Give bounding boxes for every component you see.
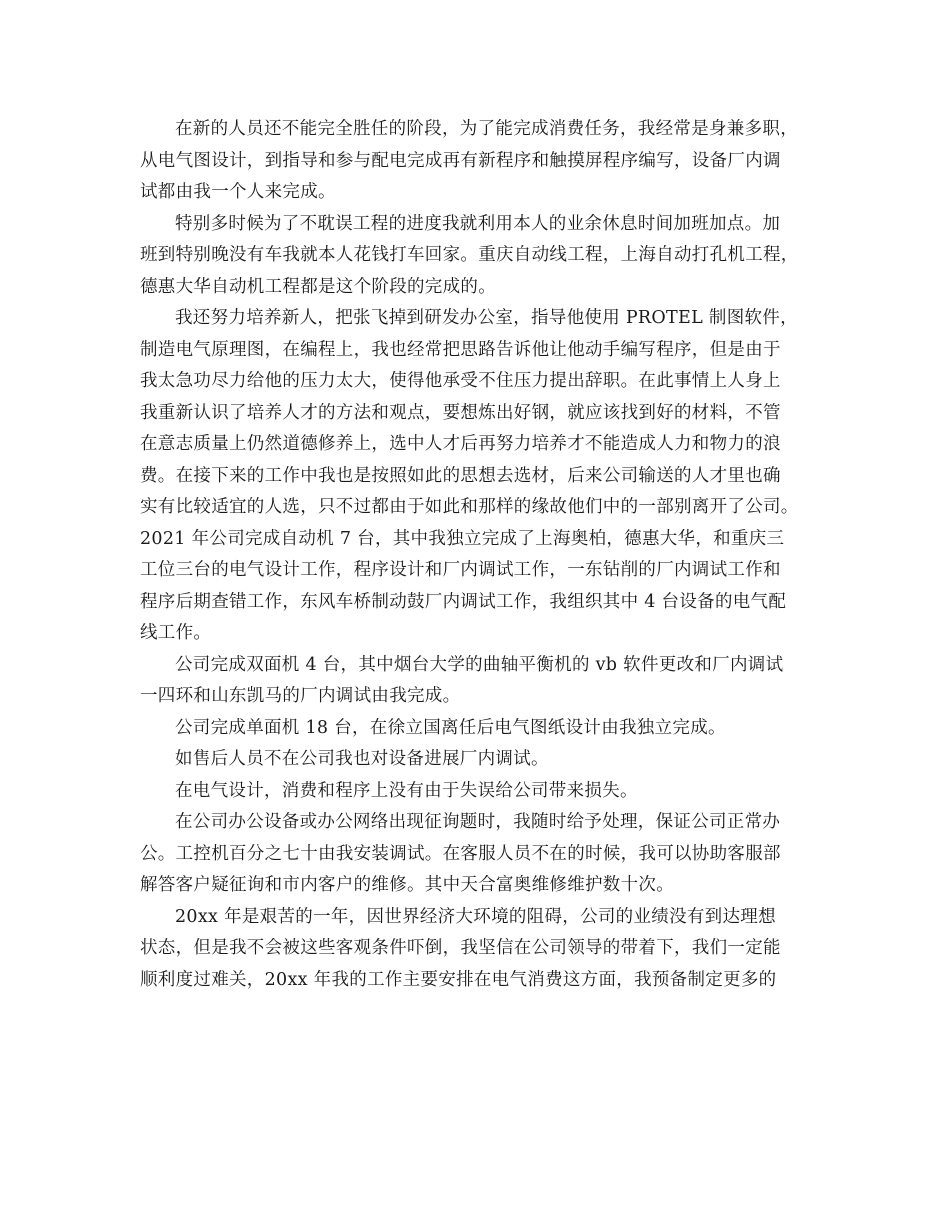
text-line: 在电气设计，消费和程序上没有由于失误给公司带来损失。 — [175, 780, 638, 801]
text-line: 如售后人员不在公司我也对设备进展厂内调试。 — [175, 749, 549, 769]
text-line: 公司完成单面机 18 台，在徐立国离任后电气图纸设计由我独立完成。 — [175, 717, 726, 738]
text-line: 解答客户疑征询和市内客户的维修。其中天合富奥维修维护数十次。 — [140, 875, 674, 895]
text-line: 2021 年公司完成自动机 7 台，其中我独立完成了上海奥柏，德惠大华，和重庆三 — [140, 528, 785, 549]
text-line: 线工作。 — [140, 623, 212, 643]
paragraph-overtime-multitasking — [140, 114, 830, 209]
text-line: 我太急功尽力给他的压力太大，使得他承受不住压力提出辞职。在此事情上人身上 — [140, 371, 781, 391]
text-line: 状态，但是我不会被这些客观条件吓倒，我坚信在公司领导的带着下，我们一定能 — [140, 938, 781, 958]
text-line: 德惠大华自动机工程都是这个阶段的完成的。 — [140, 276, 496, 297]
text-line: 工位三台的电气设计工作，程序设计和厂内调试工作，一东钻削的厂内调试工作和 — [140, 560, 781, 580]
paragraph-overtime-projects — [140, 209, 830, 304]
document-page — [140, 114, 830, 996]
text-line: 费。在接下来的工作中我也是按照如此的思想去选材，后来公司输送的人才里也确 — [140, 465, 781, 486]
text-line: 顺利度过难关，20xx 年我的工作主要安排在电气消费这方面，我预备制定更多的 — [140, 969, 777, 990]
paragraph-office-support — [140, 807, 830, 902]
paragraph-no-losses — [140, 776, 830, 808]
paragraph-after-sales — [140, 744, 830, 776]
paragraph-single-sided-machines — [140, 713, 830, 745]
paragraph-next-year-plan — [140, 902, 830, 997]
text-line: 在公司办公设备或办公网络出现征询题时，我随时给予处理，保证公司正常办 — [175, 812, 781, 832]
text-line: 公司完成双面机 4 台，其中烟台大学的曲轴平衡机的 vb 软件更改和厂内调试 — [175, 654, 784, 675]
text-line: 制造电气原理图，在编程上，我也经常把思路告诉他让他动手编写程序，但是由于 — [140, 339, 781, 360]
text-line: 公。工控机百分之七十由我安装调试。在客服人员不在的时候，我可以协助客服部 — [140, 843, 781, 864]
paragraph-training-new-staff — [140, 303, 830, 650]
text-line: 我重新认识了培养人才的方法和观点，要想炼出好钢，就应该找到好的材料，不管 — [140, 402, 781, 423]
text-line: 程序后期查错工作，东风车桥制动鼓厂内调试工作，我组织其中 4 台设备的电气配 — [140, 591, 787, 612]
text-line: 试都由我一个人来完成。 — [140, 182, 336, 202]
text-line: 从电气图设计，到指导和参与配电完成再有新程序和触摸屏程序编写，设备厂内调 — [140, 150, 781, 171]
text-line: 实有比较适宜的人选，只不过都由于如此和那样的缘故他们中的一部别离开了公司。 — [140, 497, 799, 517]
text-line: 20xx 年是艰苦的一年，因世界经济大环境的阻碍，公司的业绩没有到达理想 — [175, 906, 776, 927]
text-line: 一四环和山东凯马的厂内调试由我完成。 — [140, 686, 461, 706]
paragraph-double-sided-machines — [140, 650, 830, 713]
text-line: 班到特别晚没有车我就本人花钱打车回家。重庆自动线工程，上海自动打孔机工程， — [140, 245, 799, 265]
text-line: 我还努力培养新人，把张飞掉到研发办公室，指导他使用 PROTEL 制图软件， — [175, 308, 798, 328]
text-line: 在新的人员还不能完全胜任的阶段，为了能完成消费任务，我经常是身兼多职， — [175, 119, 798, 139]
text-line: 在意志质量上仍然道德修养上，选中人才后再努力培养才不能造成人力和物力的浪 — [140, 434, 781, 454]
text-line: 特别多时候为了不耽误工程的进度我就利用本人的业余休息时间加班加点。加 — [175, 213, 781, 234]
